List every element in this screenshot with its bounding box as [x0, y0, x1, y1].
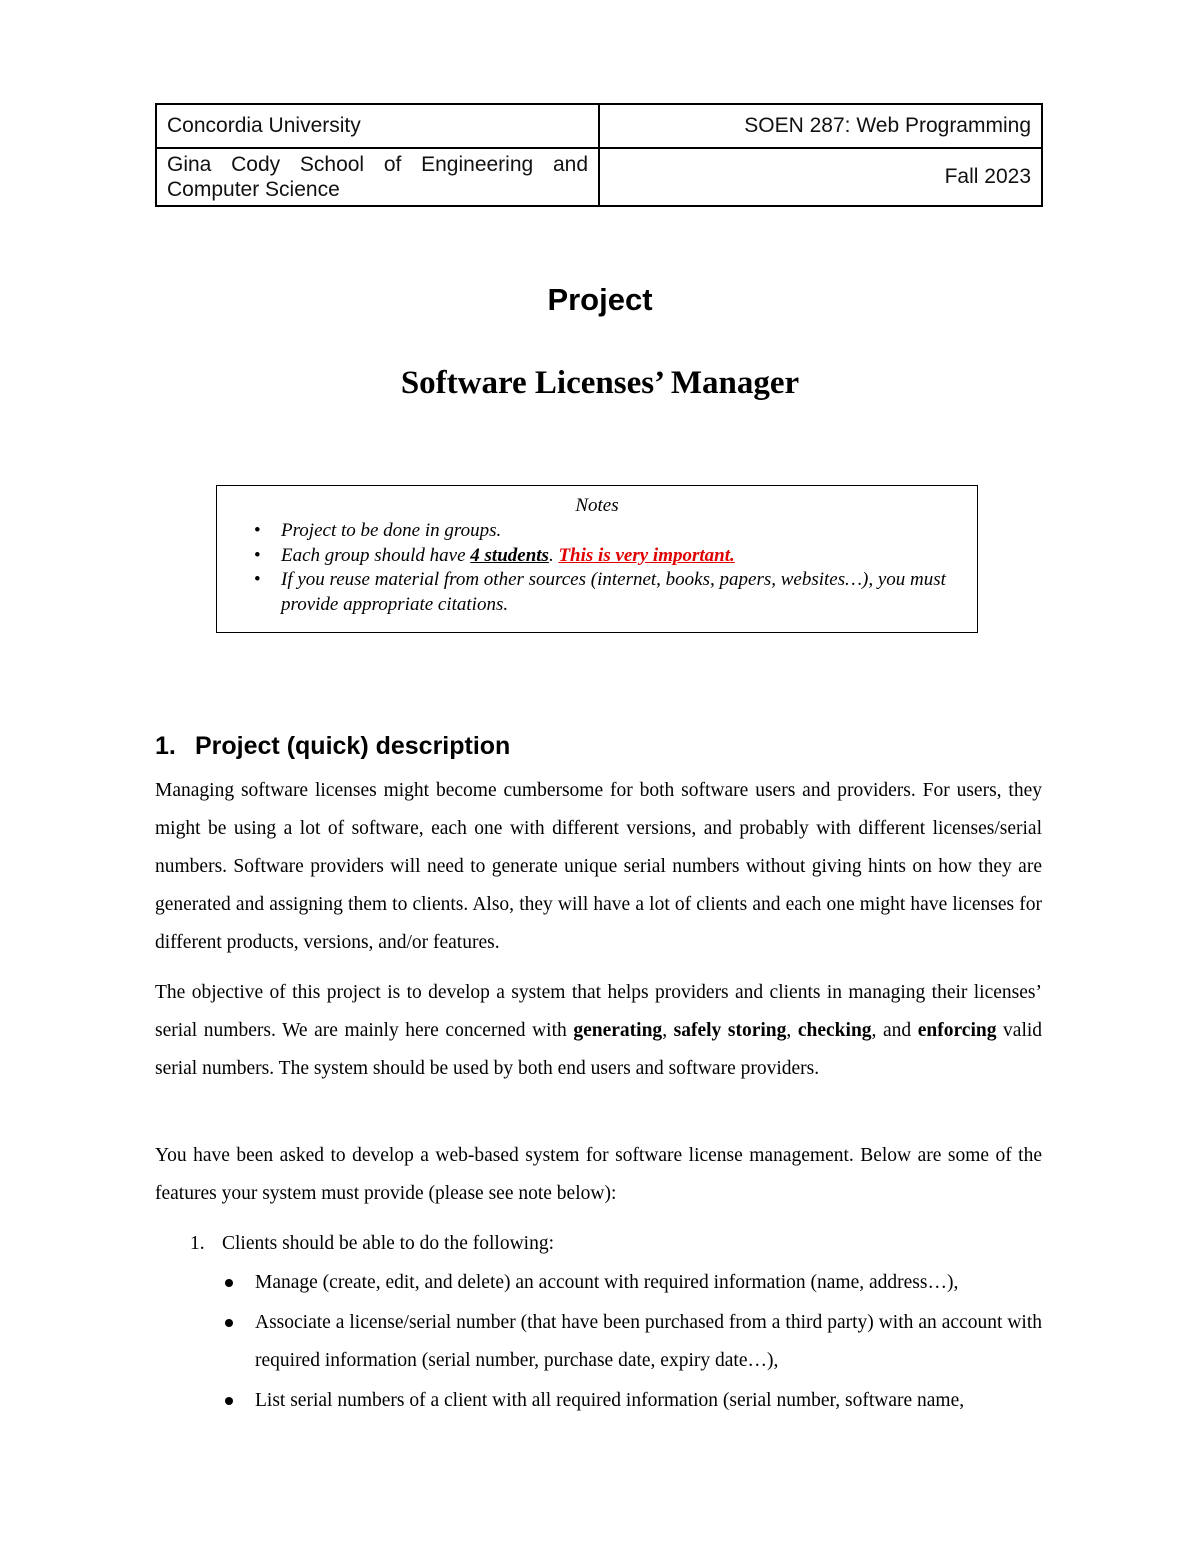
paragraph [155, 974, 1042, 1088]
paragraph-text: valid serial numbers. The system should be used by both end users and software providers. [155, 1020, 1043, 1079]
list-number: 1. [190, 1233, 205, 1254]
course-cell: SOEN 287: Web Programming [599, 104, 1042, 148]
notes-item-text: Project to be done in groups. [281, 520, 502, 541]
paragraph: You have been asked to develop a web-based system for software license management. Below are some of the features your system must provide (please see note below): [155, 1145, 1042, 1204]
project-heading: Project [547, 282, 653, 317]
term-cell: Fall 2023 [599, 148, 1042, 206]
section-title: Project (quick) description [195, 732, 511, 760]
notes-list [217, 519, 977, 617]
notes-item-text: . [548, 544, 559, 566]
bold-term: checking [797, 1020, 872, 1041]
section-number: 1. [155, 732, 176, 760]
list-item [225, 1264, 1042, 1303]
paragraph: Managing software licenses might become cumbersome for both software users and providers. For users, they might be using a lot of software, each one with different versions, and probably with different licenses/serial numbers. Software providers will need to generate unique serial numbers without giving hints on how they are generated and assigning them to clients. Also, they will have a lot of clients and each one might have licenses for different products, versions, and/or features. [155, 780, 1042, 953]
list-item [225, 1382, 1042, 1421]
notes-item [217, 544, 977, 569]
header-table [155, 103, 1043, 207]
university-cell: Concordia University [156, 104, 599, 148]
notes-item-text: Each group should have [281, 544, 471, 566]
paragraph-text: , and [871, 1020, 918, 1041]
bold-term: enforcing [917, 1020, 997, 1041]
notes-item [217, 568, 977, 617]
bullet-icon [225, 1397, 233, 1405]
paragraph-text: The objective of this project is to develop a system that helps providers and clients in managing their licenses’ serial numbers. We are mainly here concerned with [155, 982, 1042, 1041]
list-item-text: Clients should be able to do the following: [222, 1233, 555, 1254]
paragraph-text: , [786, 1020, 798, 1041]
list-item-text: Manage (create, edit, and delete) an account with required information (name, address…), [255, 1272, 959, 1293]
important-warning: This is very important. [558, 544, 735, 566]
notes-item-text: If you reuse material from other sources (internet, books, papers, websites…), you must provide appropriate citations. [281, 569, 946, 615]
notes-title: Notes [575, 495, 619, 516]
school-cell: Gina Cody School of Engineering and Computer Science [156, 148, 599, 206]
bold-term: generating [573, 1020, 663, 1041]
paragraph-text: , [662, 1020, 674, 1041]
bold-term: safely storing [673, 1020, 787, 1041]
bullet-icon: • [254, 569, 261, 590]
notes-box [216, 485, 978, 633]
section-heading [155, 732, 510, 761]
bullet-icon: • [254, 520, 261, 541]
list-item [225, 1304, 1042, 1381]
bullet-icon [225, 1279, 233, 1287]
bullet-icon: • [254, 544, 261, 566]
bullet-list [225, 1264, 1042, 1421]
group-size-emphasis: 4 students [470, 544, 549, 566]
bullet-icon [225, 1319, 233, 1327]
list-item-text: Associate a license/serial number (that have been purchased from a third party) with an account with required information (serial number, purchase date, expiry date…), [255, 1311, 1042, 1371]
notes-item [217, 519, 977, 544]
numbered-list-item [190, 1225, 554, 1263]
list-item-text: List serial numbers of a client with all required information (serial number, software name, [255, 1389, 965, 1411]
document-title: Software Licenses’ Manager [400, 365, 800, 401]
